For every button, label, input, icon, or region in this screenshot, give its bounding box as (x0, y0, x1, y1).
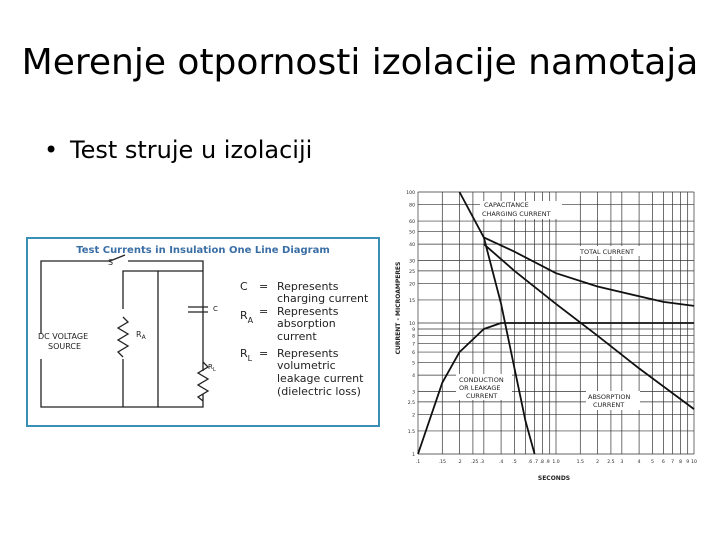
series-line (484, 244, 694, 409)
legend-rl-line1: Represents (277, 347, 339, 360)
legend-ra-key: $R_A$ (240, 309, 254, 325)
x-tick-label: 2.5 (607, 460, 615, 465)
y-tick-label: 80 (409, 203, 415, 209)
x-axis-label: SECONDS (537, 475, 571, 482)
legend-ra-eq: = (259, 305, 269, 318)
x-tick-label: .15 (438, 460, 446, 465)
y-tick-label: 9 (412, 327, 415, 333)
switch-label: S (108, 258, 114, 267)
y-tick-label: 2 (412, 413, 415, 419)
y-tick-label: 6 (412, 351, 415, 357)
y-tick-label: 1 (412, 453, 415, 458)
x-tick-label: 5 (650, 460, 654, 465)
resistor-ra (118, 317, 128, 357)
label-conduction-2: OR LEAKAGE (459, 384, 501, 392)
y-tick-label: 100 (406, 191, 415, 196)
x-tick-label: .1 (415, 460, 421, 465)
legend-rl-line3: leakage current (277, 372, 364, 385)
x-tick-label: 7 (671, 460, 675, 465)
y-tick-label: 8 (412, 334, 415, 340)
diagram-svg (28, 239, 378, 425)
x-tick-label: 8 (679, 460, 683, 465)
legend-rl-line2: volumetric (277, 359, 336, 372)
x-tick-label: 1.5 (576, 460, 584, 465)
x-tick-label: .2 (457, 460, 462, 465)
y-tick-label: 60 (409, 220, 415, 226)
one-line-diagram (26, 237, 380, 427)
source-label-1: DC VOLTAGE (38, 332, 89, 341)
x-tick-label: 2 (596, 460, 600, 465)
y-tick-label: 15 (409, 298, 415, 304)
y-tick-label: 4 (412, 374, 415, 380)
x-tick-label: 9 (686, 460, 690, 465)
bullet-item (44, 136, 312, 164)
x-tick-label: 4 (637, 460, 641, 465)
y-tick-label: 25 (409, 269, 415, 275)
y-tick-label: 30 (409, 259, 415, 265)
y-tick-label: 3 (412, 390, 415, 396)
circuit-wires (41, 255, 208, 407)
legend (240, 280, 369, 398)
x-tick-label: .5 (512, 460, 517, 465)
x-tick-label: 10 (691, 460, 697, 465)
rl-label: $R_L$ (208, 363, 216, 373)
x-tick-label: 1.0 (552, 460, 560, 465)
y-tick-label: 50 (409, 230, 415, 236)
x-tick-label: .25 .3 (470, 460, 485, 465)
legend-ra-line3: current (277, 330, 317, 343)
legend-c-line1: Represents (277, 280, 339, 293)
slide-title: Merenje otpornosti izolacije namotaja (21, 42, 699, 83)
ra-label: $R_A$ (136, 330, 146, 341)
y-axis-label: CURRENT - MICROAMPERES (395, 261, 402, 355)
legend-c-line2: charging current (277, 292, 369, 305)
y-tick-label: 40 (409, 243, 415, 249)
label-conduction-3: CURRENT (466, 392, 498, 400)
y-tick-label: 2.5 (407, 400, 415, 406)
label-total: TOTAL CURRENT (580, 248, 634, 256)
x-tick-label: 3 (620, 460, 624, 465)
label-capacitance-1: CAPACITANCE (484, 201, 529, 209)
y-tick-label: 7 (412, 342, 415, 348)
source-label-2: SOURCE (48, 342, 82, 351)
x-tick-label: .4 (498, 460, 504, 465)
legend-rl-eq: = (259, 347, 269, 360)
y-tick-label: 10 (409, 322, 415, 327)
label-conduction-1: CONDUCTION (459, 376, 504, 384)
label-absorption-2: CURRENT (593, 401, 625, 409)
y-tick-label: 5 (412, 361, 415, 367)
legend-c-eq: = (259, 280, 269, 293)
legend-ra-line1: Represents (277, 305, 339, 318)
y-tick-label: 1.5 (407, 429, 415, 435)
c-label: C (213, 305, 218, 313)
legend-rl-key: $R_L$ (240, 347, 253, 363)
legend-ra-line2: absorption (277, 317, 336, 330)
bullet-text: Test struje u izolaciji (70, 136, 313, 164)
diagram-title: Test Currents in Insulation One Line Diagram (76, 245, 330, 256)
x-tick-label: 6 (661, 460, 665, 465)
label-capacitance-2: CHARGING CURRENT (482, 210, 551, 218)
legend-rl-line4: (dielectric loss) (277, 385, 361, 398)
legend-c-key: C (240, 280, 248, 293)
x-tick-label: .6 .7 .8 .9 (527, 460, 550, 465)
bullet-dot: • (44, 136, 59, 164)
current-chart (388, 188, 698, 484)
label-absorption-1: ABSORPTION (588, 393, 631, 401)
y-tick-label: 20 (409, 282, 415, 288)
chart-svg (388, 188, 698, 484)
